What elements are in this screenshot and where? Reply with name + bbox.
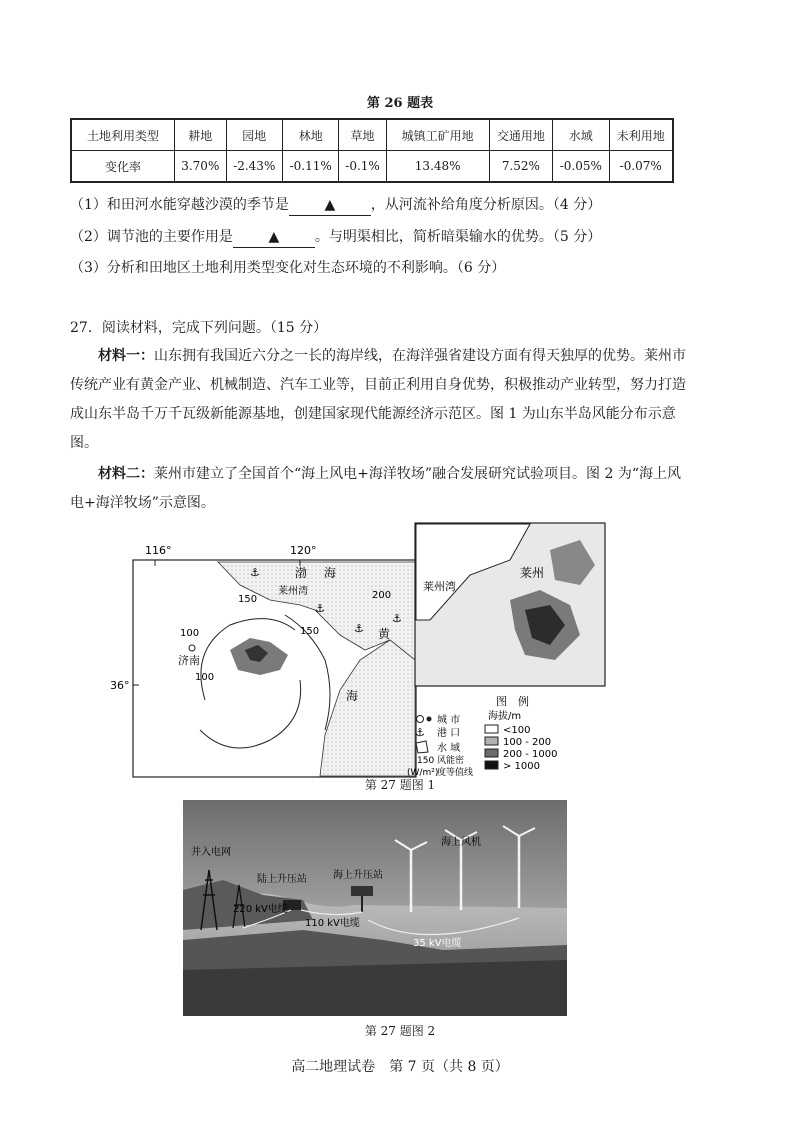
- table-cell: 13.48%: [386, 151, 489, 183]
- figure-2-caption: 第 27 题图 2: [364, 1024, 436, 1038]
- question-26-3: （3）分析和田地区土地利用类型变化对生态环境的不利影响。（6 分）: [70, 260, 506, 276]
- port-icon: ⚓: [250, 566, 260, 579]
- legend-iso-value: 150: [417, 756, 435, 766]
- laizhou-bay-label: 莱州湾: [278, 586, 308, 597]
- material-1-label: 材料一：: [98, 348, 154, 364]
- isoline-label-200: 200: [372, 590, 392, 601]
- legend-iso-label1: 风能密: [437, 756, 465, 766]
- table-header-cell: 城镇工矿用地: [386, 119, 489, 151]
- table-header-cell: 园地: [226, 119, 282, 151]
- table-cell: -0.07%: [609, 151, 673, 183]
- offshore-station-label: 海上升压站: [333, 870, 383, 881]
- grid-label: 并入电网: [191, 847, 231, 858]
- map2-bay-label: 莱州湾: [423, 580, 456, 593]
- port-icon: ⚓: [392, 612, 402, 625]
- turbine-label: 海上风机: [441, 837, 481, 848]
- map2-city-label: 莱州: [520, 566, 545, 580]
- question-27-intro: 27．阅读材料，完成下列问题。（15 分）: [70, 320, 328, 336]
- legend-swatch-2: [485, 737, 498, 745]
- page-footer: 高二地理试卷 第 7 页（共 8 页）: [291, 1059, 509, 1075]
- bohai-label-1: 渤: [295, 566, 308, 580]
- figure-1-caption: 第 27 题图 1: [364, 778, 436, 792]
- table-header-cell: 土地利用类型: [71, 119, 175, 151]
- legend-elev-title: 海拔/m: [488, 711, 522, 722]
- legend-swatch-4: [485, 761, 498, 769]
- table-header-cell: 林地: [282, 119, 338, 151]
- port-icon: ⚓: [315, 602, 325, 615]
- table-header-cell: 未利用地: [609, 119, 673, 151]
- table-title: 第 26 题表: [366, 96, 434, 111]
- city-dot-icon: [427, 717, 432, 722]
- land-use-table: [70, 118, 674, 183]
- table-cell: -0.05%: [553, 151, 609, 183]
- legend-swatch-1: [485, 725, 498, 733]
- table-header-cell: 水域: [553, 119, 609, 151]
- cable220-label: 220 kV电缆: [233, 904, 288, 915]
- water-icon: [416, 741, 428, 753]
- isoline-label-100a: 100: [180, 628, 200, 639]
- bohai-label-2: 海: [324, 566, 337, 580]
- lat-36-label: 36°: [110, 679, 130, 692]
- legend-elev-4: > 1000: [503, 761, 541, 772]
- lon-116-label: 116°: [145, 544, 172, 557]
- cable110-label: 110 kV电缆: [305, 918, 360, 929]
- port-icon: ⚓: [354, 622, 364, 635]
- isoline-label-100b: 100: [195, 672, 215, 683]
- huanghai-label-2: 海: [346, 689, 359, 703]
- legend-city: 城 市: [437, 715, 461, 726]
- port-icon: ⚓: [415, 726, 425, 739]
- material-2-label: 材料二：: [98, 466, 154, 482]
- table-row: [71, 151, 673, 183]
- figure-2-illustration: [183, 800, 567, 1016]
- legend-iso-unit: (W/m²): [407, 768, 439, 778]
- table-header-cell: 交通用地: [489, 119, 552, 151]
- jinan-label: 济南: [178, 654, 200, 667]
- isoline-label-150b: 150: [300, 626, 320, 637]
- question-26-1: （1）和田河水能穿越沙漠的季节是 ▲ ，从河流补给角度分析原因。（4 分）: [70, 195, 601, 216]
- table-cell: -0.11%: [282, 151, 338, 183]
- legend-swatch-3: [485, 749, 498, 757]
- answer-blank: ▲: [233, 227, 315, 248]
- table-cell: 变化率: [71, 151, 175, 183]
- legend-title: 图 例: [496, 695, 529, 708]
- table-header-row: [71, 119, 673, 151]
- lon-120-label: 120°: [290, 544, 317, 557]
- legend-iso-label2: 度等值线: [437, 768, 474, 778]
- table-cell: -0.1%: [339, 151, 386, 183]
- table-cell: -2.43%: [226, 151, 282, 183]
- huanghai-label-1: 黄: [378, 627, 391, 641]
- table-cell: 7.52%: [489, 151, 552, 183]
- table-cell: 3.70%: [175, 151, 227, 183]
- legend-water: 水 域: [437, 743, 461, 754]
- material-2: 材料二：莱州市建立了全国首个“海上风电+海洋牧场”融合发展研究试验项目。图 2 为“海上风电+海洋牧场”示意图。: [70, 466, 682, 511]
- isoline-label-150a: 150: [238, 594, 258, 605]
- table-header-cell: 草地: [339, 119, 386, 151]
- figure-1-map: [110, 520, 610, 780]
- cable35-label: 35 kV电缆: [413, 938, 462, 949]
- legend-elev-2: 100 - 200: [503, 737, 552, 748]
- legend-elev-1: <100: [503, 725, 531, 736]
- answer-blank: ▲: [289, 195, 371, 216]
- onshore-station-label: 陆上升压站: [257, 874, 307, 885]
- offshore-station-icon: [351, 886, 373, 896]
- material-1: 材料一：山东拥有我国近六分之一长的海岸线，在海洋强省建设方面有得天独厚的优势。莱州市传统产业有黄金产业、机械制造、汽车工业等，目前正利用自身优势，积极推动产业转型，努力打造成山东半岛千万千瓦级新能源基地，创建国家现代能源经济示范区。图 1 为山东半岛风能分布示意图。: [70, 348, 686, 451]
- legend-port: 港 口: [437, 728, 461, 739]
- question-26-2: （2）调节池的主要作用是 ▲ 。与明渠相比，简析暗渠输水的优势。（5 分）: [70, 227, 601, 248]
- legend-elev-3: 200 - 1000: [503, 749, 558, 760]
- city-icon: [417, 716, 424, 723]
- table-header-cell: 耕地: [175, 119, 227, 151]
